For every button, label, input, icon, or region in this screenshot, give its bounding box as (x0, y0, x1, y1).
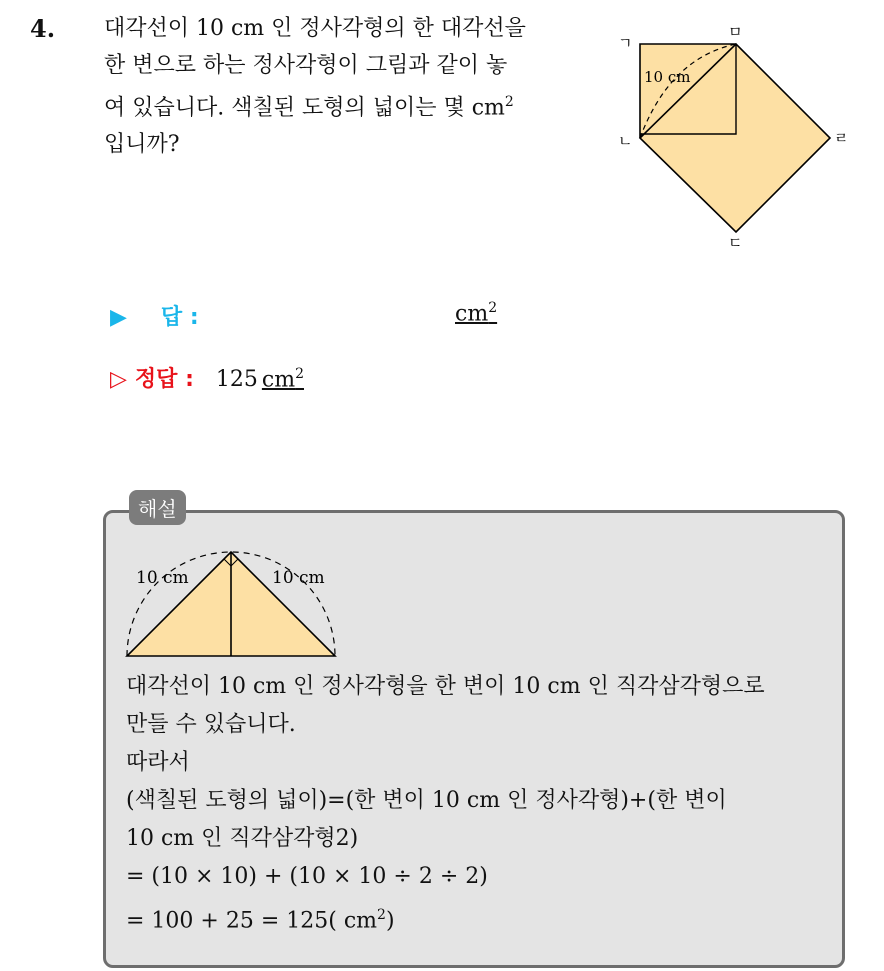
explanation-line: 10 cm 인 직각삼각형2) (126, 826, 359, 851)
question-line: 입니까? (104, 132, 180, 158)
correct-value: 125 (215, 367, 258, 392)
explanation-line: 대각선이 10 cm 인 정사각형을 한 변이 10 cm 인 직각삼각형으로 (126, 674, 765, 699)
correct-label: 정답 : (134, 367, 194, 392)
left-length-label: 10 cm (136, 568, 189, 588)
question-figure (610, 24, 860, 254)
correct-answer-row (110, 362, 304, 393)
vertex-m-label: ㅁ (728, 24, 743, 41)
explanation-tag: 해설 (129, 490, 186, 525)
question-number: 4. (30, 14, 56, 43)
correct-unit: $cm^2$ (261, 365, 304, 392)
explanation-line: (색칠된 도형의 넓이)=(한 변이 10 cm 인 정사각형)+(한 변이 (126, 788, 727, 813)
question-line: 한 변으로 하는 정사각형이 그림과 같이 놓 (104, 53, 508, 78)
explanation-line: 따라서 (126, 750, 190, 775)
explanation-line: = (10 × 10) + (10 × 10 ÷ 2 ÷ 2) (126, 864, 488, 889)
right-length-label: 10 cm (272, 568, 325, 588)
correct-marker-icon: ▷ (110, 367, 127, 392)
superscript: 2 (504, 94, 514, 110)
question-text (104, 10, 584, 163)
vertex-g-label: ㄱ (618, 34, 633, 52)
length-label: 10 cm (644, 68, 691, 86)
answer-unit: $cm^2$ (455, 300, 498, 327)
answer-row (110, 300, 498, 331)
question-line: 여 있습니다. 색칠된 도형의 넓이는 몇 $cm^2$ (104, 94, 514, 121)
answer-marker-icon: ▶ (110, 305, 127, 330)
vertex-d-label: ㄷ (728, 234, 743, 252)
question-line: 대각선이 10 cm 인 정사각형의 한 대각선을 (104, 16, 526, 41)
explanation-figure (120, 545, 350, 665)
explanation-line: 만들 수 있습니다. (126, 712, 296, 737)
answer-label: 답 : (160, 305, 199, 330)
vertex-r-label: ㄹ (834, 129, 849, 147)
explanation-line: = 100 + 25 = 125( $cm^2$) (126, 907, 395, 934)
vertex-n-label: ㄴ (618, 132, 633, 150)
explanation-text (126, 668, 836, 940)
